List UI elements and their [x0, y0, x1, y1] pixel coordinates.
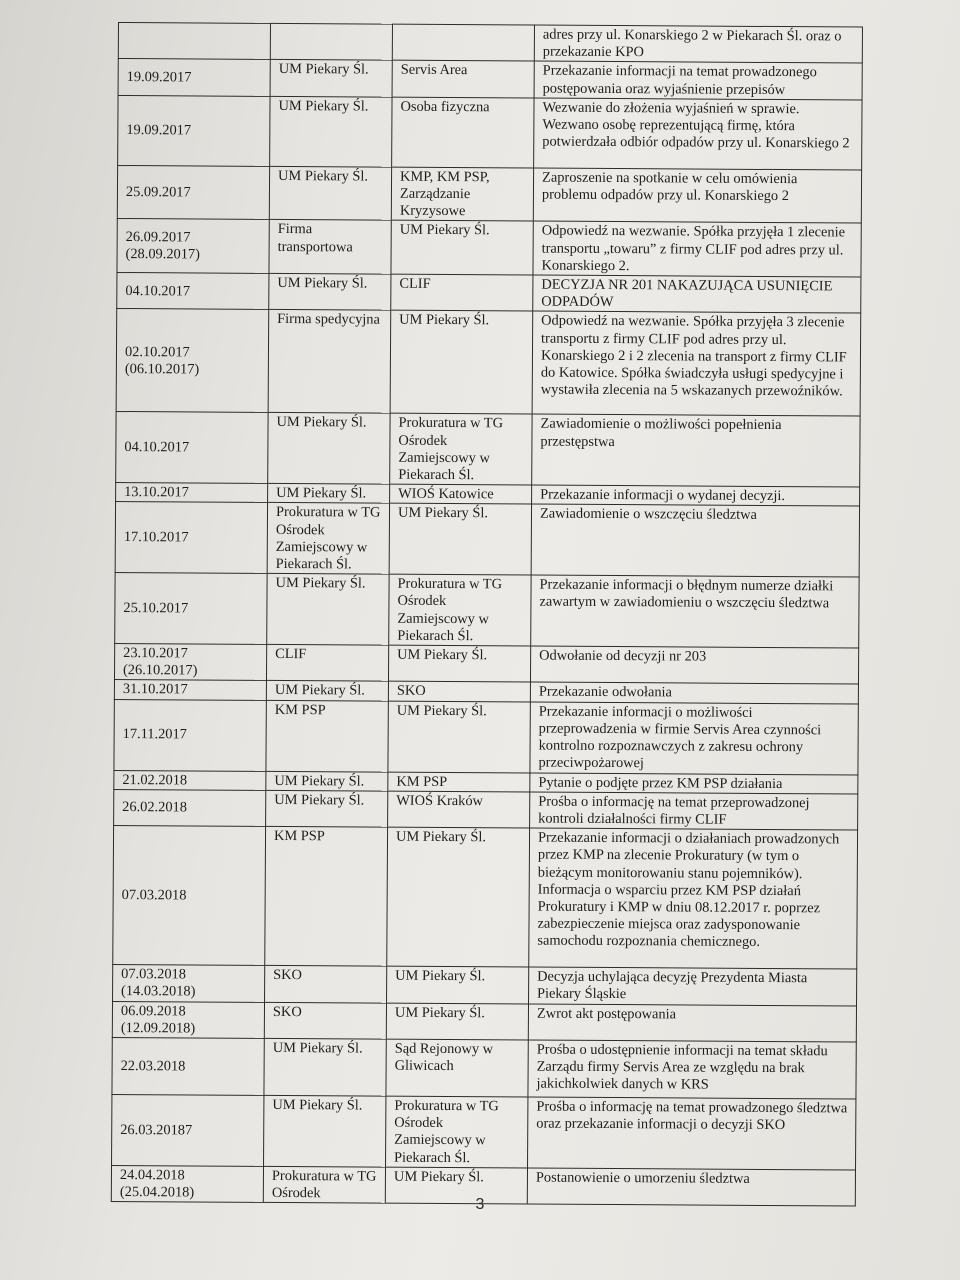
- sender-text: UM Piekary Śl.: [272, 1039, 363, 1057]
- recipient-cell: [387, 966, 529, 1003]
- description-text: Wezwanie do złożenia wyjaśnień w sprawie. Wezwano osobę reprezentującą firmę, która potwierdzała odbiór odpadów przy ul. Konarskiego 2: [542, 99, 850, 152]
- description-cell: [534, 98, 862, 170]
- received-date-text: [127, 41, 265, 42]
- date-text: 02.10.2017: [124, 343, 190, 361]
- recipient-cell: [392, 97, 534, 168]
- date-cell: [117, 219, 269, 274]
- sender-cell: [266, 790, 388, 827]
- recipient-text: Servis Area: [400, 62, 468, 79]
- sender-cell: [266, 771, 388, 791]
- sender-cell: [264, 1095, 386, 1167]
- sender-text: UM Piekary Śl.: [274, 791, 365, 809]
- date-cell: [116, 309, 269, 413]
- date-cell: [115, 573, 267, 645]
- description-text: Postanowienie o umorzeniu śledztwa: [535, 1169, 750, 1187]
- recipient-text: UM Piekary Śl.: [394, 1004, 485, 1021]
- sender-cell: [268, 310, 391, 414]
- table-body: [111, 23, 862, 1207]
- recipient-cell: [392, 24, 534, 61]
- date-cell: [112, 1001, 264, 1038]
- date-cell: [114, 644, 266, 681]
- recipient-cell: [391, 221, 533, 275]
- description-cell: [534, 61, 862, 99]
- sender-text: CLIF: [275, 646, 307, 663]
- sender-cell: [270, 23, 392, 60]
- sender-text: UM Piekary Śl.: [274, 682, 365, 700]
- recipient-cell: [392, 61, 534, 98]
- sender-cell: [266, 700, 388, 772]
- sender-cell: [267, 503, 389, 575]
- date-text: [127, 41, 265, 42]
- description-text: Zawiadomienie o możliwości popełnienia przestępstwa: [540, 416, 782, 450]
- recipient-text: UM Piekary Śl.: [399, 312, 490, 329]
- recipient-text: UM Piekary Śl.: [395, 967, 486, 985]
- date-text: 31.10.2017: [122, 681, 188, 698]
- description-cell: [530, 646, 858, 684]
- date-text: 04.10.2017: [125, 282, 191, 300]
- description-cell: [532, 311, 861, 416]
- description-cell: [528, 1004, 856, 1042]
- recipient-cell: [388, 682, 530, 702]
- table-row: [112, 1094, 856, 1169]
- sender-text: SKO: [272, 1003, 302, 1020]
- recipient-text: WIOŚ Katowice: [398, 485, 494, 503]
- date-text: 17.11.2017: [122, 726, 187, 743]
- sender-text: Prokuratura w TG Ośrodek Zamiejscowy w Piekarach Śl.: [275, 504, 381, 573]
- sender-text: UM Piekary Śl.: [274, 772, 365, 790]
- sender-text: Prokuratura w TG Ośrodek: [271, 1167, 377, 1202]
- recipient-text: UM Piekary Śl.: [397, 646, 488, 664]
- description-text: Przekazanie informacji o wydanej decyzji.: [540, 486, 786, 505]
- date-text: 06.09.2018: [120, 1002, 186, 1019]
- table-row: [115, 573, 859, 648]
- date-text: 24.04.2018: [119, 1166, 185, 1184]
- date-text: 25.09.2017: [125, 184, 191, 201]
- description-cell: [532, 414, 860, 487]
- description-text: Prośba o udostępnienie informacji na temat składu Zarządu firmy Servis Area ze względu na brak jakichkolwiek danych w KRS: [536, 1041, 828, 1093]
- sender-text: KM PSP: [273, 828, 325, 845]
- sender-cell: [269, 220, 391, 274]
- date-text: 19.09.2017: [126, 69, 192, 86]
- description-cell: [528, 1040, 856, 1099]
- sender-text: UM Piekary Śl.: [278, 167, 369, 185]
- date-text: 21.02.2018: [122, 771, 188, 788]
- table-row: [114, 789, 858, 830]
- date-cell: [116, 483, 268, 503]
- received-date-text: (14.03.2018): [121, 983, 196, 1000]
- description-cell: [531, 504, 859, 577]
- sender-cell: [265, 966, 387, 1003]
- description-cell: [530, 792, 858, 830]
- recipient-text: CLIF: [399, 275, 431, 292]
- description-text: DECYZJA NR 201 NAKAZUJĄCA USUNIĘCIE ODPADÓW: [541, 276, 833, 311]
- date-text: 25.10.2017: [123, 600, 189, 617]
- recipient-text: UM Piekary Śl.: [393, 1168, 484, 1185]
- sender-cell: [266, 644, 388, 681]
- description-text: Zwrot akt postępowania: [536, 1005, 677, 1022]
- description-cell: [533, 168, 861, 224]
- date-cell: [118, 23, 270, 60]
- description-text: Przekazanie informacji o błędnym numerze działki zawartym w zawiadomieniu o wszczęciu śledztwa: [539, 576, 834, 612]
- date-text: 26.03.20187: [120, 1121, 193, 1139]
- sender-text: UM Piekary Śl.: [276, 485, 367, 502]
- table-row: [118, 59, 862, 100]
- description-text: Pytanie o podjęte przez KM PSP działania: [538, 774, 783, 792]
- recipient-text: Prokuratura w TG Ośrodek Zamiejscowy w Piekarach Śl.: [397, 575, 503, 645]
- recipient-text: Prokuratura w TG Ośrodek Zamiejscowy w Piekarach Śl.: [398, 415, 504, 484]
- date-cell: [114, 789, 266, 826]
- sender-text: UM Piekary Śl.: [275, 575, 366, 592]
- recipient-cell: [389, 574, 531, 646]
- recipient-cell: [388, 645, 530, 682]
- description-text: adres przy ul. Konarskiego 2 w Piekarach Śl. oraz o przekazanie KPO: [542, 26, 842, 61]
- description-text: Przekazanie odwołania: [538, 684, 673, 701]
- description-cell: [529, 828, 858, 969]
- recipient-cell: [386, 1039, 528, 1097]
- recipient-cell: [386, 1003, 528, 1040]
- date-cell: [118, 95, 270, 166]
- recipient-cell: [389, 504, 531, 576]
- description-text: Prośba o informację na temat przeprowadzonej kontroli działalności firmy CLIF: [538, 793, 810, 828]
- date-cell: [112, 1037, 264, 1095]
- recipient-cell: [390, 311, 533, 415]
- sender-text: UM Piekary Śl.: [278, 97, 369, 115]
- description-text: Odpowiedź na wezwanie. Spółka przyjęła 3 zlecenie transportu z firmy CLIF pod adres przy ul. Konarskiego 2 i 2 zlecenia na transport z firmy CLIF do Katowice. Spółka świadczyła usługi spedycyjne i wystawiła zlecenia na 5 wskazanych przewoźników.: [540, 313, 847, 400]
- recipient-cell: [388, 791, 530, 828]
- date-text: 04.10.2017: [124, 439, 190, 456]
- description-cell: [534, 25, 862, 63]
- table-row: [117, 165, 861, 223]
- date-text: 26.02.2018: [122, 799, 188, 816]
- date-cell: [112, 1094, 264, 1166]
- table-row: [116, 309, 861, 417]
- sender-text: UM Piekary Śl.: [277, 275, 368, 292]
- date-text: 07.03.2018: [121, 966, 186, 983]
- description-text: Odwołanie od decyzji nr 203: [539, 647, 707, 665]
- sender-text: KM PSP: [274, 701, 326, 718]
- description-text: Przekazanie informacji na temat prowadzonego postępowania oraz wyjaśnienie przepisów: [542, 63, 817, 98]
- date-cell: [117, 165, 269, 220]
- recipient-text: UM Piekary Śl.: [396, 702, 487, 719]
- recipient-text: WIOŚ Kraków: [396, 792, 484, 809]
- date-text: 17.10.2017: [123, 529, 189, 546]
- sender-cell: [267, 574, 389, 646]
- date-cell: [113, 965, 265, 1002]
- sender-cell: [268, 484, 390, 504]
- recipient-cell: [387, 827, 530, 967]
- table-row: [113, 965, 857, 1006]
- recipient-text: KM PSP: [396, 773, 448, 790]
- sender-text: Firma spedycyjna: [277, 311, 380, 329]
- description-cell: [530, 683, 858, 704]
- page-number: 3: [475, 1196, 485, 1213]
- recipient-text: Osoba fizyczna: [400, 98, 490, 116]
- table-row: [112, 1001, 856, 1042]
- table-row: [114, 699, 858, 774]
- date-text: 22.03.2018: [120, 1057, 186, 1075]
- description-cell: [530, 702, 858, 775]
- description-text: Prośba o informację na temat prowadzonego śledztwa oraz przekazanie informacji o decyzji SKO: [536, 1098, 848, 1134]
- sender-text: UM Piekary Śl.: [278, 61, 369, 78]
- table-row: [117, 273, 861, 314]
- sender-text: Firma transportowa: [277, 221, 353, 256]
- sender-text: UM Piekary Śl.: [276, 414, 367, 431]
- date-cell: [118, 59, 270, 96]
- table-row: [114, 644, 858, 685]
- recipient-cell: [391, 274, 533, 311]
- date-text: 23.10.2017: [123, 645, 188, 662]
- date-cell: [117, 273, 269, 310]
- date-cell: [116, 412, 268, 484]
- description-cell: [528, 1097, 856, 1170]
- table-row: [115, 502, 859, 577]
- recipient-text: KMP, KM PSP, Zarządzanie Kryzysowe: [399, 168, 490, 220]
- description-text: Przekazanie informacji o możliwości przeprowadzenia w firmie Servis Area czynności kontrolno rozpoznawczych z zakresu ochrony przeciwpożarowej: [538, 703, 822, 772]
- recipient-text: UM Piekary Śl.: [397, 505, 489, 522]
- sender-cell: [270, 96, 392, 167]
- sender-cell: [268, 413, 390, 485]
- date-text: 07.03.2018: [121, 887, 187, 904]
- sender-cell: [264, 1002, 386, 1039]
- description-cell: [533, 275, 861, 313]
- sender-cell: [266, 681, 388, 701]
- recipient-cell: [390, 484, 532, 504]
- recipient-cell: [386, 1096, 528, 1168]
- received-date-text: (12.09.2018): [120, 1019, 196, 1037]
- recipient-text: SKO: [396, 683, 426, 700]
- sender-text: SKO: [273, 967, 303, 984]
- recipient-cell: [391, 167, 533, 221]
- sender-cell: [270, 60, 392, 97]
- description-text: Przekazanie informacji o działaniach prowadzonych przez KMP na zlecenie Prokuratury (w tym o bieżącym monitorowaniu stanu pojemników). Informacja o wsparciu przez KM PSP działań Prokuratury i KMP w dniu 08.12.2017 r. poprzez zabezpieczenie miejsca oraz zadysponowanie samochodu rozpoznania chemicznego.: [537, 829, 840, 951]
- sender-cell: [269, 166, 391, 220]
- date-cell: [115, 502, 267, 574]
- table-row: [118, 95, 862, 170]
- recipient-text: Sąd Rejonowy w Gliwicach: [394, 1040, 494, 1075]
- table-row: [118, 23, 862, 64]
- recipient-text: Prokuratura w TG Ośrodek Zamiejscowy w Piekarach Śl.: [394, 1097, 499, 1166]
- recipient-cell: [390, 414, 532, 486]
- received-date-text: (25.04.2018): [119, 1183, 195, 1201]
- received-date-text: (28.09.2017): [125, 246, 200, 263]
- description-text: Odpowiedź na wezwanie. Spółka przyjęła 1 zlecenie transportu „towaru” z firmy CLIF pod adres przy ul. Konarskiego 2.: [541, 223, 846, 274]
- table-row: [112, 1037, 856, 1099]
- recipient-cell: [388, 701, 530, 773]
- correspondence-table: [111, 22, 863, 1207]
- description-cell: [529, 967, 857, 1005]
- date-cell: [114, 699, 266, 771]
- table-row: [116, 412, 860, 487]
- sender-cell: [265, 827, 388, 967]
- table-row: [117, 219, 861, 277]
- date-cell: [114, 770, 266, 790]
- table-row: [113, 826, 858, 970]
- description-cell: [530, 773, 858, 794]
- date-text: 13.10.2017: [124, 484, 189, 501]
- date-text: 26.09.2017: [125, 229, 191, 246]
- description-text: Decyzja uchylająca decyzję Prezydenta Miasta Piekary Śląskie: [537, 968, 808, 1003]
- description-text: Zawiadomienie o wszczęciu śledztwa: [539, 506, 758, 524]
- recipient-cell: [388, 772, 530, 792]
- date-text: 19.09.2017: [126, 122, 192, 139]
- description-cell: [533, 221, 861, 277]
- recipient-text: UM Piekary Śl.: [399, 222, 490, 239]
- description-text: Zaproszenie na spotkanie w celu omówienia problemu odpadów przy ul. Konarskiego 2: [541, 169, 798, 205]
- sender-text: UM Piekary Śl.: [272, 1096, 363, 1114]
- sender-cell: [264, 1038, 386, 1096]
- received-date-text: (26.10.2017): [122, 662, 198, 679]
- recipient-text: UM Piekary Śl.: [395, 828, 487, 846]
- description-cell: [531, 575, 859, 648]
- sender-cell: [269, 273, 391, 310]
- date-cell: [114, 680, 266, 700]
- date-cell: [113, 826, 266, 966]
- received-date-text: (06.10.2017): [124, 360, 200, 378]
- description-cell: [532, 485, 860, 506]
